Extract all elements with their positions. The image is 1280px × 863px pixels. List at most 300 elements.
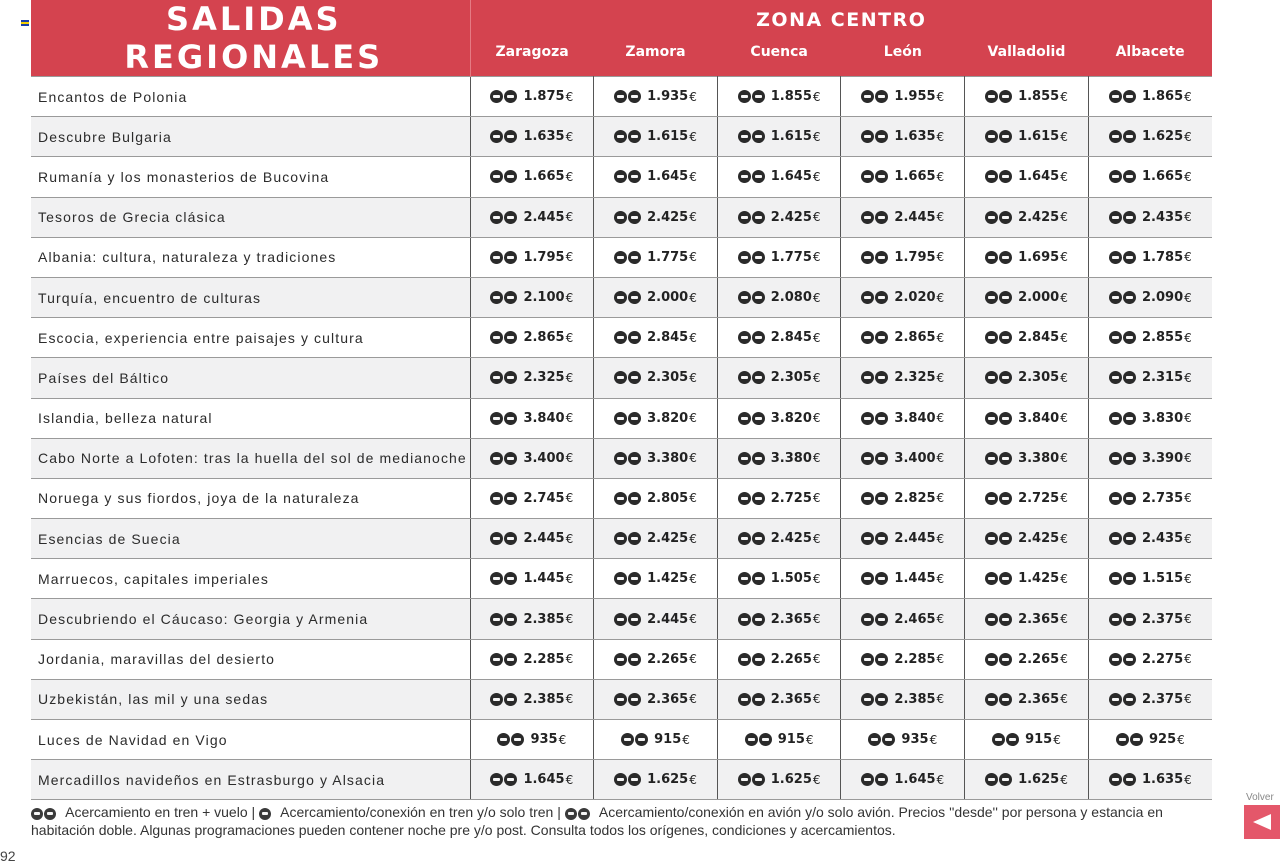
currency-symbol: € [689, 129, 697, 144]
back-button[interactable] [1244, 805, 1280, 839]
price-cell [965, 720, 1089, 760]
price-value: 2.385 [523, 611, 565, 627]
transport-icon [614, 692, 642, 707]
currency-symbol: € [1184, 692, 1192, 707]
price-cell [841, 277, 965, 317]
price-cell [965, 679, 1089, 719]
price-cell [841, 478, 965, 518]
price-value: 2.435 [1142, 209, 1184, 225]
currency-symbol: € [565, 169, 574, 184]
transport-icon [738, 210, 766, 225]
price-cell [470, 237, 594, 277]
price-value: 2.365 [647, 691, 689, 707]
price-value: 2.275 [1142, 651, 1184, 667]
currency-symbol: € [1184, 451, 1192, 466]
price-value: 2.425 [770, 531, 812, 547]
price-cell [470, 639, 594, 679]
price-cell [1088, 77, 1212, 117]
transport-icon [1109, 571, 1137, 586]
price-cell [717, 599, 841, 639]
price-cell [470, 157, 594, 197]
transport-icon [985, 330, 1013, 345]
price-cell [717, 639, 841, 679]
price-cell [470, 197, 594, 237]
price-value: 2.735 [1142, 490, 1184, 506]
transport-icon [614, 250, 642, 265]
currency-symbol: € [1060, 491, 1068, 506]
transport-icon [861, 370, 889, 385]
transport-icon [490, 612, 518, 627]
currency-symbol: € [929, 732, 938, 747]
price-value: 2.265 [1018, 651, 1060, 667]
price-cell [965, 77, 1089, 117]
price-cell [717, 77, 841, 117]
currency-symbol: € [565, 89, 574, 104]
price-cell [965, 157, 1089, 197]
price-cell [594, 398, 718, 438]
transport-icon [861, 250, 889, 265]
currency-symbol: € [682, 732, 690, 747]
price-cell [841, 117, 965, 157]
currency-symbol: € [812, 330, 821, 345]
transport-icon [1109, 89, 1137, 104]
transport-icon [1109, 169, 1137, 184]
transport-icon [861, 612, 889, 627]
price-cell [594, 559, 718, 599]
transport-icon [738, 129, 766, 144]
transport-icon [985, 210, 1013, 225]
transport-icon [861, 210, 889, 225]
currency-symbol: € [1060, 89, 1068, 104]
price-value: 1.625 [770, 772, 812, 788]
price-cell [594, 599, 718, 639]
price-cell [470, 117, 594, 157]
transport-icon [1109, 531, 1137, 546]
price-value: 2.365 [1018, 691, 1060, 707]
table-row [31, 197, 1212, 237]
currency-symbol: € [812, 370, 821, 385]
price-value: 2.425 [1018, 531, 1060, 547]
price-value: 925 [1149, 732, 1177, 748]
price-value: 1.425 [647, 571, 689, 587]
price-cell [594, 679, 718, 719]
currency-symbol: € [565, 129, 574, 144]
price-cell [594, 157, 718, 197]
price-value: 2.445 [647, 611, 689, 627]
transport-icon [738, 692, 766, 707]
price-cell [470, 358, 594, 398]
trip-name: Cabo Norte a Lofoten: tras la huella del sol de medianoche [31, 438, 470, 478]
price-value: 2.805 [647, 490, 689, 506]
price-value: 1.855 [770, 89, 812, 105]
transport-icon [738, 250, 766, 265]
price-cell [470, 760, 594, 800]
price-cell [965, 358, 1089, 398]
price-value: 1.875 [523, 89, 565, 105]
price-value: 1.645 [770, 169, 812, 185]
price-value: 2.845 [770, 330, 812, 346]
transport-icon [738, 612, 766, 627]
currency-symbol: € [1184, 531, 1192, 546]
price-value: 1.625 [1018, 772, 1060, 788]
transport-icon [861, 531, 889, 546]
table-row [31, 599, 1212, 639]
table-row [31, 438, 1212, 478]
price-cell [841, 318, 965, 358]
price-cell [717, 559, 841, 599]
price-cell [594, 358, 718, 398]
currency-symbol: € [812, 571, 821, 586]
price-cell [1088, 197, 1212, 237]
price-cell [717, 277, 841, 317]
transport-icon [490, 129, 518, 144]
footnote-plane: Acercamiento/conexión en avión y/o solo avión. Precios ''desde'' por persona y estancia en habitación doble. Algunas programaciones pueden contener noche pre y/o post. Consulta todos los orígenes, condiciones y acercamientos. [31, 804, 1163, 838]
price-value: 2.845 [1018, 330, 1060, 346]
price-cell [1088, 318, 1212, 358]
price-value: 915 [654, 732, 682, 748]
currency-symbol: € [812, 129, 821, 144]
transport-icon [614, 652, 642, 667]
price-value: 2.445 [894, 531, 936, 547]
transport-icon [1109, 491, 1137, 506]
transport-icon [738, 652, 766, 667]
page-title: SALIDAS REGIONALES [31, 0, 470, 77]
currency-symbol: € [565, 370, 574, 385]
currency-symbol: € [812, 169, 821, 184]
transport-icon [985, 290, 1013, 305]
price-cell [594, 318, 718, 358]
currency-symbol: € [936, 89, 945, 104]
currency-symbol: € [689, 290, 697, 305]
footnote [31, 804, 1221, 839]
currency-symbol: € [812, 250, 821, 265]
price-value: 2.365 [1018, 611, 1060, 627]
price-value: 915 [777, 732, 805, 748]
table-row [31, 77, 1212, 117]
currency-symbol: € [689, 612, 697, 627]
price-value: 2.855 [1142, 330, 1184, 346]
price-cell [965, 117, 1089, 157]
table-row [31, 639, 1212, 679]
transport-icon [738, 411, 766, 426]
currency-symbol: € [1060, 330, 1068, 345]
trip-name: Descubre Bulgaria [31, 117, 470, 157]
price-value: 2.375 [1142, 691, 1184, 707]
price-cell [594, 519, 718, 559]
transport-icon [861, 692, 889, 707]
price-value: 2.365 [770, 611, 812, 627]
currency-symbol: € [1184, 370, 1192, 385]
price-value: 1.625 [1142, 129, 1184, 145]
price-cell [965, 559, 1089, 599]
price-cell [1088, 679, 1212, 719]
currency-symbol: € [936, 330, 945, 345]
price-value: 1.515 [1142, 571, 1184, 587]
price-cell [841, 519, 965, 559]
currency-symbol: € [1060, 169, 1068, 184]
currency-symbol: € [1060, 250, 1068, 265]
currency-symbol: € [1184, 290, 1192, 305]
table-row [31, 237, 1212, 277]
price-cell [717, 117, 841, 157]
table-row [31, 720, 1212, 760]
table-header [31, 0, 1212, 77]
currency-symbol: € [812, 411, 821, 426]
price-value: 1.615 [1018, 129, 1060, 145]
trip-name: Marruecos, capitales imperiales [31, 559, 470, 599]
currency-symbol: € [1060, 772, 1068, 787]
price-cell [965, 599, 1089, 639]
trip-name: Jordania, maravillas del desierto [31, 639, 470, 679]
currency-symbol: € [812, 772, 821, 787]
city-header-cuenca: Cuenca [717, 33, 841, 76]
price-cell [841, 599, 965, 639]
price-cell [841, 760, 965, 800]
currency-symbol: € [1060, 290, 1068, 305]
transport-icon [985, 370, 1013, 385]
price-value: 1.935 [647, 89, 689, 105]
transport-icon [868, 732, 896, 747]
currency-symbol: € [689, 571, 697, 586]
price-value: 2.100 [523, 290, 565, 306]
transport-icon [614, 411, 642, 426]
price-cell [965, 639, 1089, 679]
transport-icon [490, 692, 518, 707]
transport-icon [1109, 129, 1137, 144]
price-cell [594, 478, 718, 518]
transport-icon [1109, 411, 1137, 426]
price-cell [717, 398, 841, 438]
currency-symbol: € [936, 692, 945, 707]
price-cell [841, 639, 965, 679]
currency-symbol: € [565, 531, 574, 546]
currency-symbol: € [689, 370, 697, 385]
table-row [31, 318, 1212, 358]
city-header-zamora: Zamora [594, 33, 718, 76]
currency-symbol: € [936, 169, 945, 184]
transport-icon [738, 451, 766, 466]
plane-icon [565, 805, 591, 822]
currency-symbol: € [936, 531, 945, 546]
trip-name: Descubriendo el Cáucaso: Georgia y Armenia [31, 599, 470, 639]
currency-symbol: € [689, 531, 697, 546]
price-cell [965, 478, 1089, 518]
price-cell [470, 720, 594, 760]
price-value: 2.000 [647, 290, 689, 306]
transport-icon [614, 612, 642, 627]
price-value: 3.400 [894, 450, 936, 466]
price-value: 1.645 [894, 772, 936, 788]
transport-icon [861, 290, 889, 305]
currency-symbol: € [1060, 612, 1068, 627]
price-value: 2.865 [523, 330, 565, 346]
price-cell [717, 438, 841, 478]
transport-icon [614, 772, 642, 787]
currency-symbol: € [1184, 129, 1192, 144]
price-cell [1088, 237, 1212, 277]
price-cell [965, 398, 1089, 438]
currency-symbol: € [812, 210, 821, 225]
table-row [31, 277, 1212, 317]
price-cell [841, 398, 965, 438]
train-plane-icon [31, 805, 57, 822]
transport-icon [985, 612, 1013, 627]
table-row [31, 157, 1212, 197]
currency-symbol: € [1060, 129, 1068, 144]
price-value: 1.795 [523, 249, 565, 265]
trip-name: Uzbekistán, las mil y una sedas [31, 679, 470, 719]
price-cell [1088, 117, 1212, 157]
price-cell [470, 679, 594, 719]
price-cell [470, 398, 594, 438]
currency-symbol: € [936, 370, 945, 385]
currency-symbol: € [1060, 210, 1068, 225]
price-value: 1.695 [1018, 249, 1060, 265]
price-cell [717, 197, 841, 237]
price-cell [717, 679, 841, 719]
currency-symbol: € [565, 772, 574, 787]
price-value: 2.445 [523, 531, 565, 547]
currency-symbol: € [565, 411, 574, 426]
transport-icon [614, 290, 642, 305]
price-value: 2.725 [1018, 490, 1060, 506]
city-header-leon: León [841, 33, 965, 76]
page-number: 92 [0, 848, 16, 863]
price-cell [841, 438, 965, 478]
price-value: 1.635 [1142, 772, 1184, 788]
price-value: 3.380 [647, 450, 689, 466]
currency-symbol: € [936, 451, 945, 466]
price-cell [1088, 358, 1212, 398]
train-icon [259, 805, 272, 822]
currency-symbol: € [1184, 210, 1192, 225]
table-row [31, 478, 1212, 518]
price-value: 3.380 [770, 450, 812, 466]
price-value: 2.080 [770, 290, 812, 306]
price-value: 2.365 [770, 691, 812, 707]
currency-symbol: € [565, 451, 574, 466]
price-value: 2.325 [894, 370, 936, 386]
transport-icon [861, 571, 889, 586]
currency-symbol: € [1060, 531, 1068, 546]
table-row [31, 760, 1212, 800]
transport-icon [614, 89, 642, 104]
trip-name: Islandia, belleza natural [31, 398, 470, 438]
price-value: 1.445 [523, 571, 565, 587]
currency-symbol: € [1060, 652, 1068, 667]
price-cell [841, 358, 965, 398]
currency-symbol: € [936, 210, 945, 225]
price-cell [1088, 519, 1212, 559]
transport-icon [861, 169, 889, 184]
price-cell [965, 237, 1089, 277]
price-cell [841, 157, 965, 197]
transport-icon [861, 129, 889, 144]
currency-symbol: € [689, 491, 697, 506]
currency-symbol: € [689, 652, 697, 667]
price-cell [594, 77, 718, 117]
price-cell [594, 237, 718, 277]
trip-name: Albania: cultura, naturaleza y tradiciones [31, 237, 470, 277]
price-value: 935 [530, 732, 558, 748]
currency-symbol: € [1177, 732, 1185, 747]
transport-icon [1109, 250, 1137, 265]
city-header-valladolid: Valladolid [965, 33, 1089, 76]
transport-icon [614, 451, 642, 466]
transport-icon [985, 250, 1013, 265]
price-value: 2.385 [523, 691, 565, 707]
transport-icon [614, 330, 642, 345]
price-value: 1.425 [1018, 571, 1060, 587]
transport-icon [1109, 451, 1137, 466]
price-value: 1.855 [1018, 89, 1060, 105]
transport-icon [490, 451, 518, 466]
transport-icon [490, 652, 518, 667]
transport-icon [992, 732, 1020, 747]
price-cell [594, 720, 718, 760]
transport-icon [490, 411, 518, 426]
transport-icon [861, 772, 889, 787]
currency-symbol: € [689, 411, 697, 426]
price-cell [594, 760, 718, 800]
currency-symbol: € [565, 692, 574, 707]
price-cell [470, 559, 594, 599]
transport-icon [1116, 732, 1144, 747]
transport-icon [490, 210, 518, 225]
currency-symbol: € [936, 250, 945, 265]
transport-icon [985, 491, 1013, 506]
price-value: 2.285 [523, 651, 565, 667]
price-value: 2.265 [647, 651, 689, 667]
currency-symbol: € [689, 89, 697, 104]
currency-symbol: € [812, 692, 821, 707]
price-cell [841, 197, 965, 237]
price-cell [594, 438, 718, 478]
price-value: 1.615 [770, 129, 812, 145]
price-cell [965, 519, 1089, 559]
price-cell [1088, 760, 1212, 800]
currency-symbol: € [689, 451, 697, 466]
currency-symbol: € [1184, 89, 1192, 104]
price-value: 3.840 [1018, 410, 1060, 426]
transport-icon [490, 330, 518, 345]
zone-title: ZONA CENTRO [470, 0, 1212, 33]
currency-symbol: € [1184, 491, 1192, 506]
price-cell [1088, 559, 1212, 599]
transport-icon [738, 772, 766, 787]
price-value: 1.645 [1018, 169, 1060, 185]
transport-icon [490, 290, 518, 305]
price-cell [1088, 398, 1212, 438]
price-cell [470, 478, 594, 518]
transport-icon [490, 531, 518, 546]
currency-symbol: € [812, 652, 821, 667]
price-value: 2.305 [1018, 370, 1060, 386]
price-value: 1.785 [1142, 249, 1184, 265]
table-row [31, 519, 1212, 559]
trip-name: Esencias de Suecia [31, 519, 470, 559]
price-value: 2.375 [1142, 611, 1184, 627]
currency-symbol: € [1184, 612, 1192, 627]
price-value: 2.020 [894, 290, 936, 306]
currency-symbol: € [805, 732, 814, 747]
price-cell [841, 720, 965, 760]
transport-icon [1109, 652, 1137, 667]
currency-symbol: € [565, 491, 574, 506]
transport-icon [614, 169, 642, 184]
currency-symbol: € [1184, 169, 1192, 184]
currency-symbol: € [565, 330, 574, 345]
